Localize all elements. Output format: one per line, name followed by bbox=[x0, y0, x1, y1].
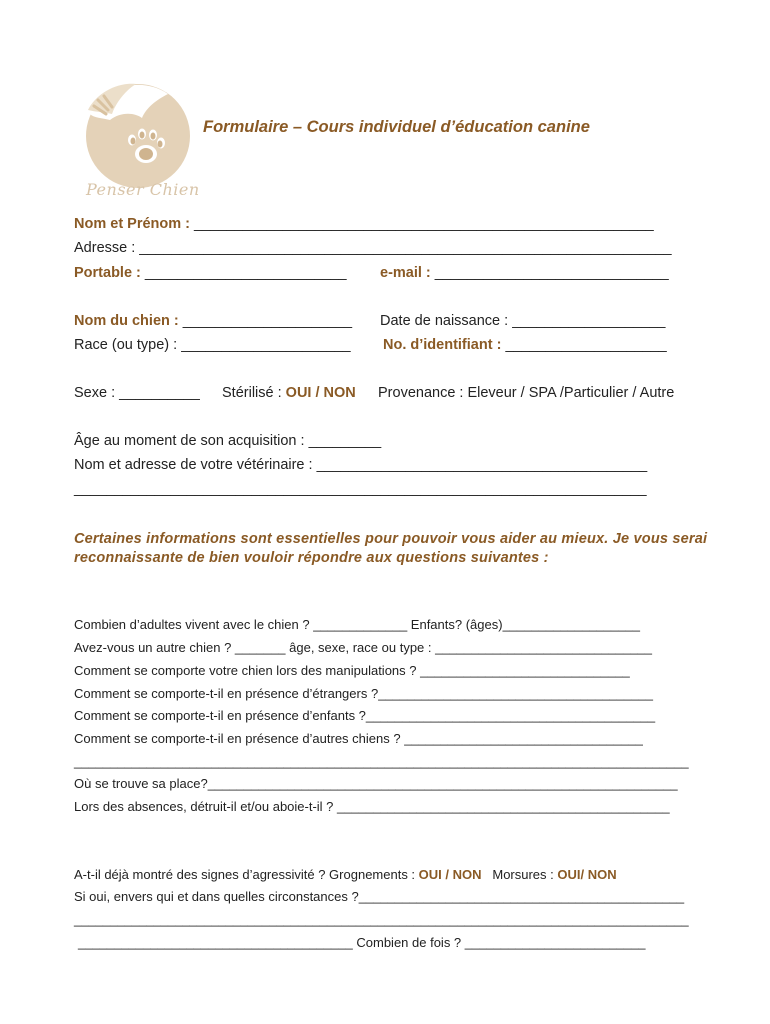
question-manipulations[interactable]: Comment se comporte votre chien lors des manipulations ? _____________________________ bbox=[74, 663, 630, 678]
dog-origin[interactable]: Provenance : Eleveur / SPA /Particulier / Autre bbox=[378, 385, 675, 401]
dog-id-field[interactable]: ____________________ bbox=[505, 337, 667, 353]
vet-field-line2[interactable]: _______________________________________________________________________ bbox=[74, 481, 647, 497]
dog-sterilized-label: Stérilisé : bbox=[222, 385, 282, 401]
dog-age-row bbox=[74, 433, 381, 449]
bite-options[interactable]: OUI/ NON bbox=[557, 867, 617, 882]
question-other-dogs-line2[interactable]: _____________________________________________________________________________________ bbox=[74, 754, 689, 769]
dog-sex-row bbox=[74, 385, 200, 401]
aggression-context-line2[interactable]: _____________________________________________________________________________________ bbox=[74, 912, 689, 927]
owner-email-row bbox=[380, 265, 669, 281]
form-title: Formulaire – Cours individuel d’éducation canine bbox=[203, 118, 590, 136]
question-other-dogs[interactable]: Comment se comporte-t-il en présence d’autres chiens ? _________________________________ bbox=[74, 731, 643, 746]
aggression-count-field[interactable]: ______________________________________ bbox=[78, 935, 353, 950]
owner-phone-label: Portable : bbox=[74, 265, 141, 281]
owner-phone-row bbox=[74, 265, 347, 281]
bite-label: Morsures : bbox=[492, 867, 554, 882]
dog-breed-label: Race (ou type) : bbox=[74, 337, 178, 353]
aggression-row bbox=[74, 867, 617, 882]
info-note: Certaines informations sont essentielles pour pouvoir vous aider au mieux. Je vous serai reconnaissante de bien vouloir répondre aux questions suivantes : bbox=[74, 531, 708, 566]
owner-address-field[interactable]: __________________________________________________________________ bbox=[139, 240, 672, 256]
owner-name-row bbox=[74, 216, 654, 232]
dog-sterilized-options[interactable]: OUI / NON bbox=[285, 385, 356, 401]
vet-field[interactable]: _________________________________________ bbox=[316, 457, 648, 473]
question-absences[interactable]: Lors des absences, détruit-il et/ou aboie-t-il ? ______________________________________________ bbox=[74, 799, 670, 814]
vet-row bbox=[74, 457, 647, 473]
question-other-dog[interactable]: Avez-vous un autre chien ? _______ âge, sexe, race ou type : ______________________________ bbox=[74, 640, 653, 655]
question-adults[interactable]: Combien d’adultes vivent avec le chien ? _____________ Enfants? (âges)___________________ bbox=[74, 617, 640, 632]
owner-address-label: Adresse : bbox=[74, 240, 136, 256]
aggression-prefix: A-t-il déjà montré des signes d’agressivité ? Grognements : bbox=[74, 867, 416, 882]
dog-birth-row bbox=[380, 313, 665, 329]
owner-phone-field[interactable]: _________________________ bbox=[144, 265, 347, 281]
owner-name-label: Nom et Prénom : bbox=[74, 216, 191, 232]
aggression-count-row bbox=[78, 935, 646, 950]
logo-text: Penser Chien bbox=[86, 180, 200, 199]
question-children[interactable]: Comment se comporte-t-il en présence d’enfants ?________________________________________ bbox=[74, 708, 656, 723]
dog-breed-row bbox=[74, 337, 351, 353]
owner-address-row bbox=[74, 240, 672, 256]
dog-sterilized-row bbox=[222, 385, 356, 401]
dog-id-row bbox=[383, 337, 667, 353]
owner-name-field[interactable]: _________________________________________________________ bbox=[194, 216, 654, 232]
aggression-count-label: Combien de fois ? bbox=[356, 935, 462, 950]
question-strangers[interactable]: Comment se comporte-t-il en présence d’étrangers ?______________________________________ bbox=[74, 686, 653, 701]
dog-breed-field[interactable]: _____________________ bbox=[181, 337, 351, 353]
owner-email-label: e-mail : bbox=[380, 265, 431, 281]
dog-name-field[interactable]: _____________________ bbox=[182, 313, 353, 329]
owner-email-field[interactable]: _____________________________ bbox=[434, 265, 669, 281]
dog-birth-label: Date de naissance : bbox=[380, 313, 509, 329]
aggression-context[interactable]: Si oui, envers qui et dans quelles circonstances ?_____________________________________________ bbox=[74, 889, 685, 904]
dog-sex-label: Sexe : bbox=[74, 385, 116, 401]
dog-sex-field[interactable]: __________ bbox=[119, 385, 200, 401]
dog-name-label: Nom du chien : bbox=[74, 313, 179, 329]
dog-birth-field[interactable]: ___________________ bbox=[512, 313, 666, 329]
dog-age-field[interactable]: _________ bbox=[308, 433, 382, 449]
question-place[interactable]: Où se trouve sa place?_________________________________________________________________ bbox=[74, 776, 678, 791]
aggression-count-field2[interactable]: _________________________ bbox=[464, 935, 646, 950]
dog-age-label: Âge au moment de son acquisition : bbox=[74, 433, 305, 449]
vet-label: Nom et adresse de votre vétérinaire : bbox=[74, 457, 313, 473]
dog-name-row bbox=[74, 313, 352, 329]
dog-id-label: No. d’identifiant : bbox=[383, 337, 502, 353]
growl-options[interactable]: OUI / NON bbox=[418, 867, 482, 882]
